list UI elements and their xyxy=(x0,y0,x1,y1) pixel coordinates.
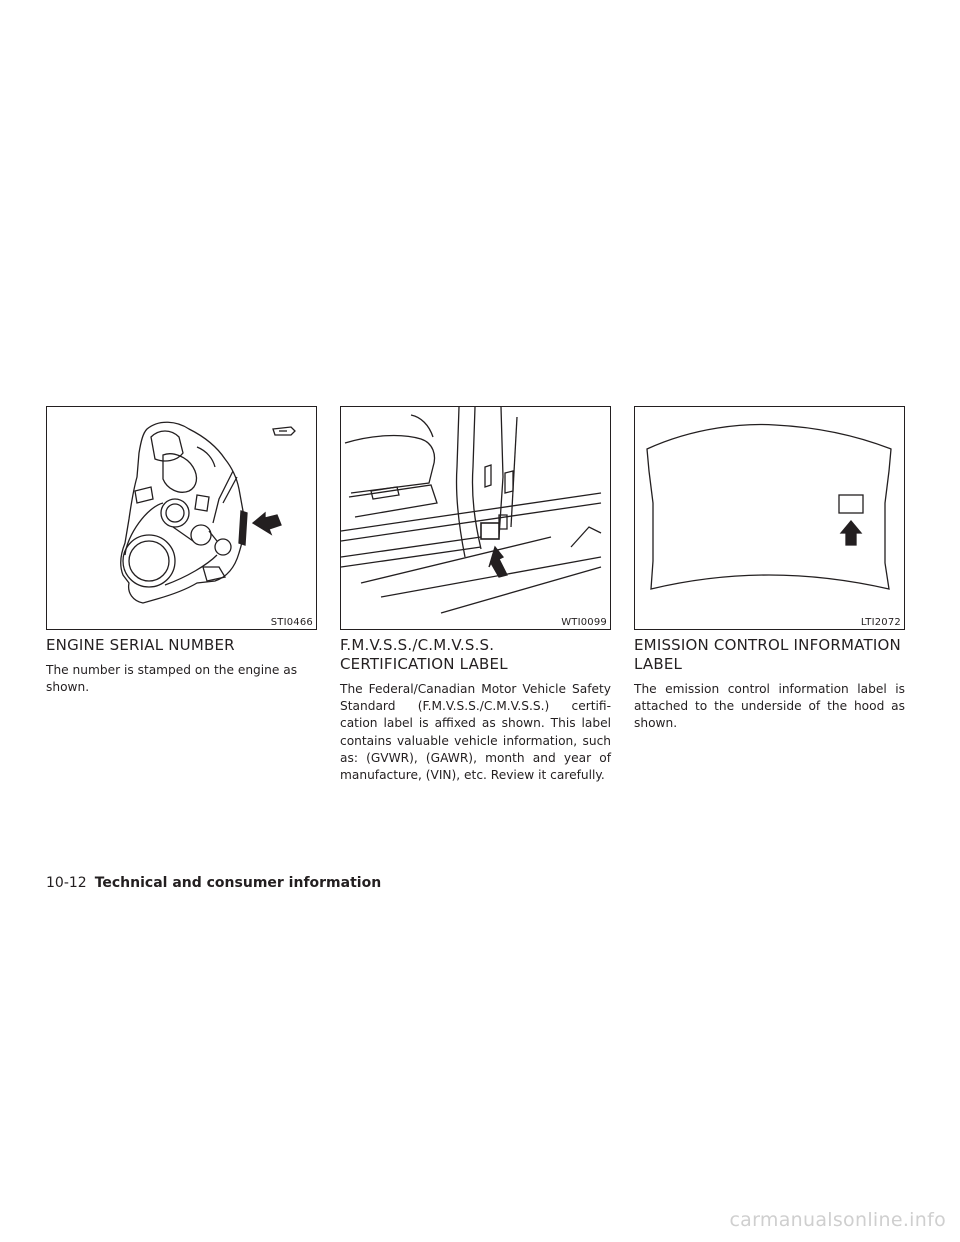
engine-figure xyxy=(46,406,317,630)
hood-illustration xyxy=(635,407,904,629)
section-body: The emission control information label is attached to the underside of the hood as shown. xyxy=(634,682,905,731)
figure-code: LTI2072 xyxy=(860,617,901,628)
section-heading: F.M.V.S.S./C.M.V.S.S. CERTIFICATION LABEL xyxy=(340,636,508,673)
section-body: The Federal/Canadian Motor Vehicle Safety Standard (F.M.V.S.S./C.M.V.S.S.) certifi-cation label is affixed as shown. This label contains valuable vehicle information, such as: (GVWR), (GAWR), month and year of manufacture, (VIN), etc. Review it carefully. xyxy=(340,682,611,783)
watermark: carmanualsonline.info xyxy=(729,1209,946,1231)
figure-code: STI0466 xyxy=(270,617,313,628)
section-heading: ENGINE SERIAL NUMBER xyxy=(46,636,235,654)
hood-figure xyxy=(634,406,905,630)
page-number: 10-12 xyxy=(46,875,87,891)
section-engine-serial-number xyxy=(46,406,317,696)
section-title: Technical and consumer information xyxy=(94,875,382,891)
section-body: The number is stamped on the engine as shown. xyxy=(46,663,298,695)
section-certification-label xyxy=(340,406,611,784)
figure-code: WTI0099 xyxy=(561,617,607,628)
section-emission-control-label xyxy=(634,406,905,733)
section-heading: EMISSION CONTROL INFORMATION LABEL xyxy=(634,636,901,673)
door-pillar-illustration xyxy=(341,407,610,629)
door-pillar-figure xyxy=(340,406,611,630)
engine-illustration xyxy=(47,407,316,629)
page-footer xyxy=(46,875,381,891)
